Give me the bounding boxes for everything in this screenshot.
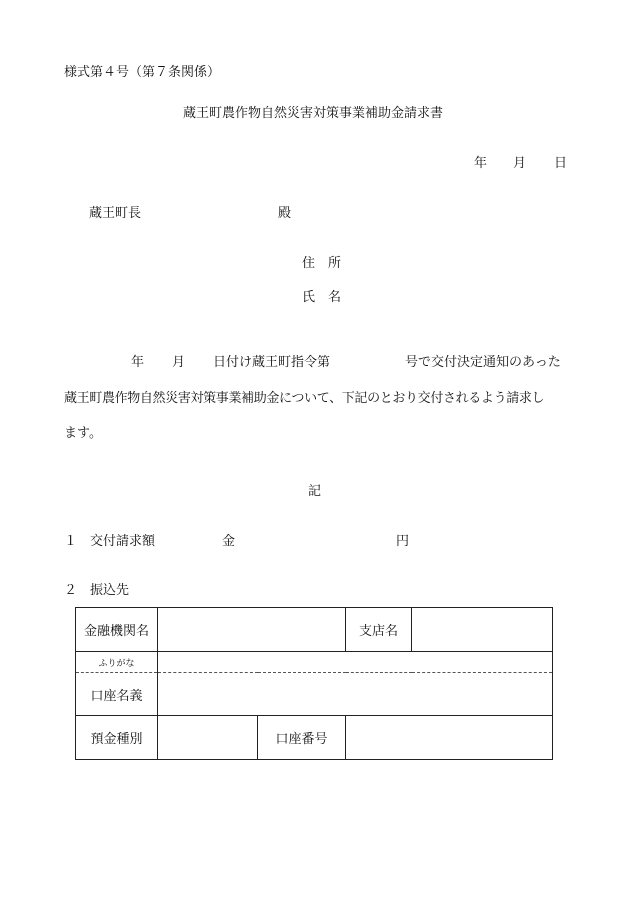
applicant-name-label: 氏 名 <box>302 290 342 305</box>
form-number: 様式第４号（第７条関係） <box>64 65 221 80</box>
date-month: 月 <box>513 156 527 171</box>
applicant-address-label: 住 所 <box>302 256 342 271</box>
item-1-yen: 円 <box>396 534 410 549</box>
body-year: 年 <box>131 355 145 370</box>
bank-transfer-table <box>75 607 553 760</box>
account-number-label: 口座番号 <box>258 716 346 760</box>
body-line-2: 蔵王町農作物自然災害対策事業補助金について、下記のとおり交付されるよう請求し <box>64 391 545 406</box>
addressee-name: 蔵王町長 <box>89 206 142 221</box>
furigana-row <box>76 652 553 673</box>
account-holder-row <box>76 673 553 716</box>
account-holder-field[interactable] <box>158 673 553 716</box>
body-line-3: ます。 <box>64 426 102 441</box>
item-1-label: １ 交付請求額 <box>64 534 156 549</box>
date-year: 年 <box>474 156 488 171</box>
body-notice: 号で交付決定通知のあった <box>405 355 561 370</box>
furigana-field[interactable] <box>158 652 553 673</box>
bank-row <box>76 608 553 652</box>
deposit-type-field[interactable] <box>158 716 258 760</box>
deposit-row <box>76 716 553 760</box>
date-day: 日 <box>554 156 568 171</box>
bank-name-field[interactable] <box>158 608 346 652</box>
item-2-label: ２ 振込先 <box>64 583 130 598</box>
body-month: 月 <box>172 355 186 370</box>
item-1-kin: 金 <box>222 534 236 549</box>
account-number-field[interactable] <box>346 716 553 760</box>
document-title: 蔵王町農作物自然災害対策事業補助金請求書 <box>183 106 444 121</box>
furigana-label: ふりがな <box>76 652 158 673</box>
account-holder-label: 口座名義 <box>76 673 158 716</box>
bank-name-label: 金融機関名 <box>76 608 158 652</box>
branch-name-label: 支店名 <box>346 608 412 652</box>
ki-heading: 記 <box>308 484 322 499</box>
deposit-type-label: 預金種別 <box>76 716 158 760</box>
body-dated: 日付け蔵王町指令第 <box>213 355 331 370</box>
branch-name-field[interactable] <box>412 608 553 652</box>
addressee-honorific: 殿 <box>278 206 292 221</box>
